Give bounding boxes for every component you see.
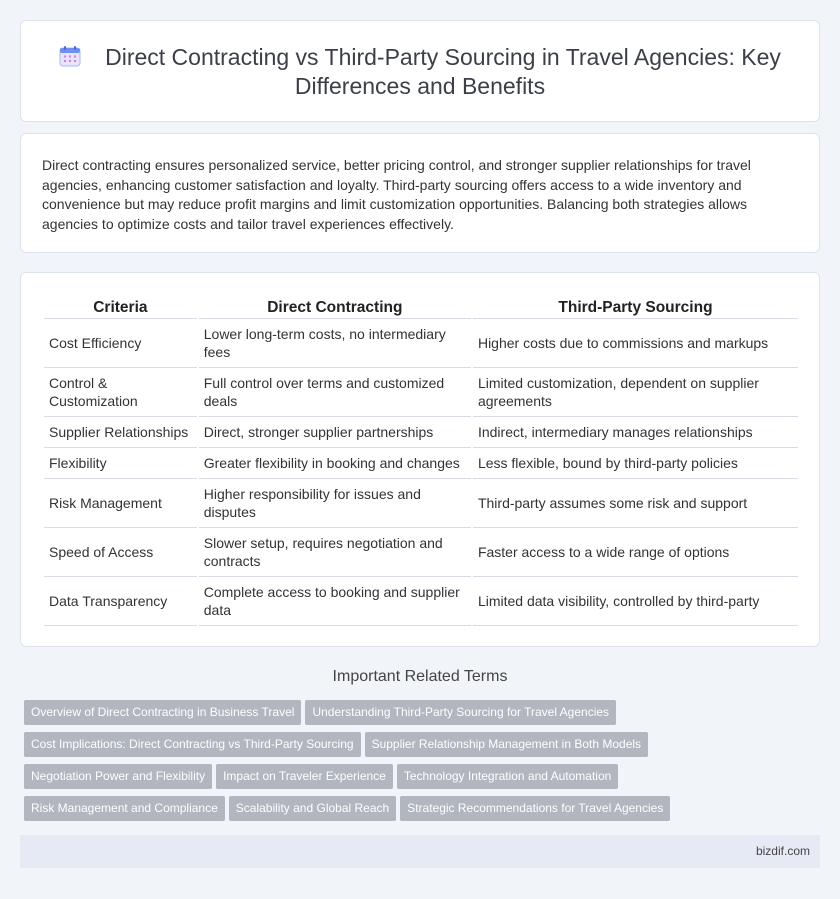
third-party-cell: Indirect, intermediary manages relationships (473, 417, 798, 448)
table-row (44, 319, 798, 368)
third-party-cell: Limited data visibility, controlled by third-party (473, 577, 798, 626)
third-party-cell: Limited customization, dependent on supplier agreements (473, 368, 798, 417)
table-row (44, 528, 798, 577)
related-tag[interactable]: Negotiation Power and Flexibility (24, 764, 212, 789)
direct-cell: Slower setup, requires negotiation and contracts (199, 528, 471, 577)
comparison-card (20, 272, 820, 647)
third-party-cell: Faster access to a wide range of options (473, 528, 798, 577)
tag-row (24, 764, 814, 796)
comparison-table (42, 295, 800, 626)
criteria-cell: Control & Customization (44, 368, 197, 417)
footer (20, 835, 820, 868)
related-terms-tags (24, 700, 814, 828)
related-tag[interactable]: Supplier Relationship Management in Both Models (365, 732, 649, 757)
direct-cell: Lower long-term costs, no intermediary fees (199, 319, 471, 368)
third-party-cell: Third-party assumes some risk and support (473, 479, 798, 528)
criteria-cell: Data Transparency (44, 577, 197, 626)
tag-row (24, 796, 814, 828)
third-party-cell: Less flexible, bound by third-party policies (473, 448, 798, 479)
calendar-icon (59, 45, 81, 67)
page-title-wrap (41, 43, 799, 101)
footer-site-link[interactable]: bizdif.com (755, 844, 810, 858)
table-row (44, 479, 798, 528)
criteria-cell: Cost Efficiency (44, 319, 197, 368)
criteria-cell: Speed of Access (44, 528, 197, 577)
related-tag[interactable]: Strategic Recommendations for Travel Agencies (400, 796, 670, 821)
related-tag[interactable]: Scalability and Global Reach (229, 796, 396, 821)
table-row (44, 448, 798, 479)
page-title: Direct Contracting vs Third-Party Sourcing in Travel Agencies: Key Differences and Benefits (105, 44, 781, 99)
table-header-row (44, 295, 798, 319)
table-row (44, 577, 798, 626)
related-tag[interactable]: Risk Management and Compliance (24, 796, 225, 821)
related-tag[interactable]: Impact on Traveler Experience (216, 764, 393, 789)
related-tag[interactable]: Cost Implications: Direct Contracting vs Third-Party Sourcing (24, 732, 361, 757)
header-direct-contracting: Direct Contracting (199, 295, 471, 319)
direct-cell: Full control over terms and customized deals (199, 368, 471, 417)
table-row (44, 368, 798, 417)
intro-paragraph: Direct contracting ensures personalized service, better pricing control, and stronger supplier relationships for travel agencies, enhancing customer satisfaction and loyalty. Third-party sourcing offers access to a wide inventory and convenience but may reduce profit margins and limit customization opportunities. Balancing both strategies allows agencies to optimize costs and tailor travel experiences effectively. (42, 157, 751, 232)
intro-card (20, 133, 820, 253)
third-party-cell: Higher costs due to commissions and markups (473, 319, 798, 368)
related-tag[interactable]: Understanding Third-Party Sourcing for Travel Agencies (305, 700, 616, 725)
criteria-cell: Risk Management (44, 479, 197, 528)
direct-cell: Greater flexibility in booking and changes (199, 448, 471, 479)
related-tag[interactable]: Technology Integration and Automation (397, 764, 618, 789)
table-row (44, 417, 798, 448)
related-terms-title: Important Related Terms (332, 668, 508, 685)
direct-cell: Higher responsibility for issues and disputes (199, 479, 471, 528)
header-criteria: Criteria (44, 295, 197, 319)
related-tag[interactable]: Overview of Direct Contracting in Business Travel (24, 700, 301, 725)
criteria-cell: Supplier Relationships (44, 417, 197, 448)
tag-row (24, 700, 814, 732)
criteria-cell: Flexibility (44, 448, 197, 479)
header-card (20, 20, 820, 122)
tag-row (24, 732, 814, 764)
direct-cell: Complete access to booking and supplier data (199, 577, 471, 626)
header-third-party-sourcing: Third-Party Sourcing (473, 295, 798, 319)
direct-cell: Direct, stronger supplier partnerships (199, 417, 471, 448)
